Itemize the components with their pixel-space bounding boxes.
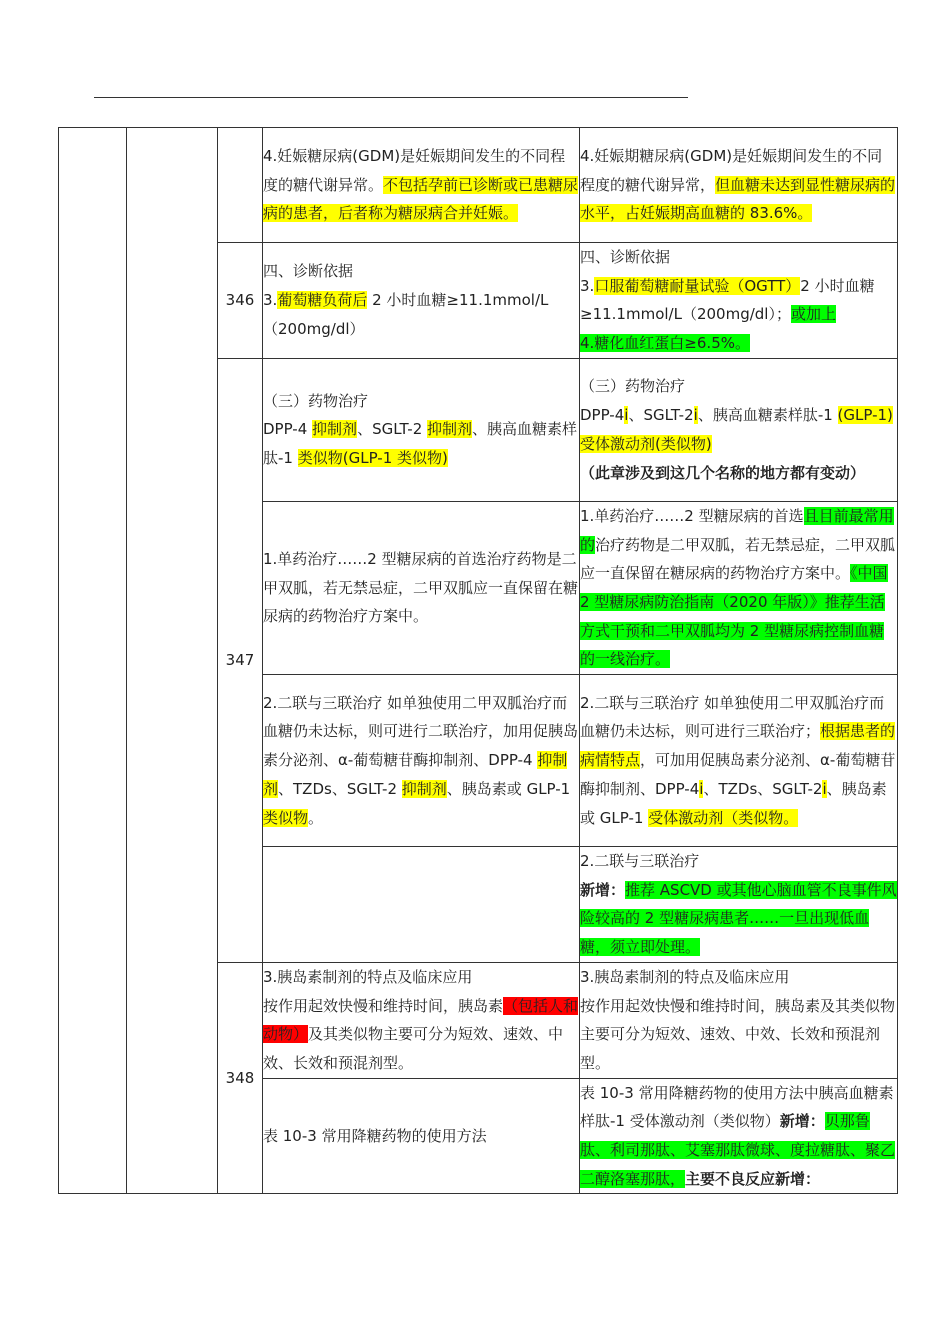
text-run: 、TZDs、SGLT-2 xyxy=(278,779,402,798)
highlighted-text: 抑制剂 xyxy=(312,420,358,439)
text-run: 4.妊娠糖尿病(GDM)是妊娠期间发生的不同程度的糖代谢异常。 xyxy=(263,146,566,194)
highlighted-text: 贝那鲁肽、利司那肽、艾塞那肽微球、度拉糖肽、聚乙二醇洛塞那肽， xyxy=(580,1112,896,1188)
table-row xyxy=(59,128,898,243)
text-run: 四、诊断依据 xyxy=(263,262,354,281)
text-run: DPP-4 xyxy=(580,406,625,425)
old-text-cell xyxy=(263,675,580,847)
page-number-cell xyxy=(218,358,263,962)
new-label: 主要不良反应新增： xyxy=(685,1169,821,1188)
text-run: 3. xyxy=(580,276,595,295)
text-run: ，可加用促胰岛素分泌剂、α-葡萄糖苷酶抑制剂、DPP-4 xyxy=(580,751,896,798)
blank-column-2 xyxy=(127,128,218,1194)
old-text-cell xyxy=(263,128,580,243)
new-text-cell xyxy=(580,128,898,243)
highlighted-text: 类似物 xyxy=(263,808,309,827)
highlighted-text: 口服葡萄糖耐量试验（OGTT） xyxy=(594,276,801,295)
text-line xyxy=(580,459,897,488)
text-run: 、胰高血糖素样肽-1 xyxy=(697,406,838,425)
text-run: 2.二联与三联治疗 xyxy=(580,852,700,871)
text-line xyxy=(580,876,897,962)
text-run: 。 xyxy=(308,808,324,827)
new-text-cell xyxy=(580,847,898,963)
text-run: 3.胰岛素制剂的特点及临床应用 xyxy=(263,967,473,986)
text-line xyxy=(263,286,579,343)
text-run: 表 10-3 常用降糖药物的使用方法中胰高血糖素样肽-1 受体激动剂（类似物） xyxy=(580,1083,894,1131)
text-line xyxy=(580,963,897,992)
text-run: 2 小时血糖≥11.1mmol/L（200mg/dl）； xyxy=(580,276,875,324)
highlighted-text: 《中国 2 型糖尿病防治指南（2020 年版）》推荐生活方式干预和二甲双胍均为 2 型糖尿病控制血糖的一线治疗。 xyxy=(580,564,888,669)
text-run: 3.胰岛素制剂的特点及临床应用 xyxy=(580,967,790,986)
highlighted-text: i xyxy=(822,779,827,798)
page-number: 348 xyxy=(225,1068,255,1087)
highlighted-text: 推荐 ASCVD 或其他心脑血管不良事件风险较高的 2 型糖尿病患者……一旦出现低血糖，须立即处理。 xyxy=(580,880,897,957)
page-number-cell xyxy=(218,243,263,359)
old-text-cell xyxy=(263,358,580,501)
text-line xyxy=(580,992,897,1078)
new-text-cell xyxy=(580,962,898,1078)
text-run: 四、诊断依据 xyxy=(580,248,671,266)
highlighted-text: i xyxy=(693,406,698,425)
text-run: 3. xyxy=(263,291,278,310)
new-text-cell xyxy=(580,501,898,674)
highlighted-text: 抑制剂 xyxy=(427,420,473,439)
new-text-cell xyxy=(580,675,898,847)
text-run: 表 10-3 常用降糖药物的使用方法 xyxy=(263,1126,487,1145)
old-text-cell-empty xyxy=(263,847,580,963)
header-rule xyxy=(94,97,688,98)
text-line xyxy=(580,401,897,458)
text-line xyxy=(263,387,579,416)
text-run: DPP-4 xyxy=(263,420,313,439)
text-line xyxy=(580,372,897,401)
blank-column-1 xyxy=(59,128,127,1194)
new-label: 新增： xyxy=(580,880,626,899)
text-run: 、胰岛素或 GLP-1 xyxy=(446,779,571,798)
page-number-cell xyxy=(218,962,263,1194)
old-text-cell xyxy=(263,501,580,674)
text-line xyxy=(580,329,897,358)
page-number: 346 xyxy=(225,291,255,310)
text-run: （三）药物治疗 xyxy=(263,391,369,410)
text-line xyxy=(263,992,579,1078)
page-number: 347 xyxy=(225,650,255,669)
new-label: 新增： xyxy=(779,1112,825,1131)
highlighted-text-red: （包括人和动物） xyxy=(263,996,579,1044)
text-run: 4.妊娠期糖尿病(GDM)是妊娠期间发生的不同程度的糖代谢异常， xyxy=(580,146,883,194)
text-run: 按作用起效快慢和维持时间，胰岛素 xyxy=(263,996,504,1015)
highlighted-text: 不包括孕前已诊断或已患糖尿病的患者，后者称为糖尿病合并妊娠。 xyxy=(263,175,579,223)
highlighted-text: 受体激动剂（类似物。 xyxy=(648,808,799,827)
text-run: 1.单药治疗……2 型糖尿病的首选 xyxy=(580,506,804,525)
text-run: 、胰高血糖素样肽-1 xyxy=(263,420,578,468)
text-run: 、SGLT-2 xyxy=(357,420,428,439)
text-run: 及其类似物主要可分为短效、速效、中效、长效和预混剂型。 xyxy=(263,1025,564,1072)
text-run: 2.二联与三联治疗 如单独使用二甲双胍治疗而血糖仍未达标，则可进行二联治疗，加用促胰岛素分泌剂、α-葡萄糖苷酶抑制剂、DPP-4 xyxy=(263,693,579,770)
highlighted-text: 4.糖化血红蛋白≥6.5%。 xyxy=(580,334,750,353)
text-run: 按作用起效快慢和维持时间，胰岛素及其类似物主要可分为短效、速效、中效、长效和预混剂型。 xyxy=(580,996,896,1072)
highlighted-text: 抑制剂 xyxy=(401,779,447,798)
highlighted-text: 根据患者的病情特点 xyxy=(580,722,896,770)
new-text-cell xyxy=(580,243,898,359)
text-run: （三）药物治疗 xyxy=(580,377,686,396)
text-line xyxy=(580,243,897,272)
text-line xyxy=(580,847,897,876)
highlighted-text: i xyxy=(699,779,704,798)
text-run: 、SGLT-2 xyxy=(628,406,694,425)
text-run: 1.单药治疗……2 型糖尿病的首选治疗药物是二甲双胍，若无禁忌症，二甲双胍应一直保留在糖尿病的药物治疗方案中。 xyxy=(263,549,579,626)
text-line xyxy=(263,415,579,472)
bold-note: （此章涉及到这几个名称的地方都有变动） xyxy=(580,463,866,482)
old-text-cell xyxy=(263,1078,580,1194)
highlighted-text: 或加上 xyxy=(790,305,836,324)
old-text-cell xyxy=(263,962,580,1078)
highlighted-text: 且目前最常用的 xyxy=(580,506,894,554)
highlighted-text: 葡萄糖负荷后 xyxy=(277,291,368,310)
highlighted-text: i xyxy=(624,406,629,425)
text-run: 2.二联与三联治疗 如单独使用二甲双胍治疗而血糖仍未达标，则可进行三联治疗； xyxy=(580,693,885,741)
page-number-cell xyxy=(218,128,263,243)
highlighted-text: 抑制剂 xyxy=(263,751,568,798)
text-run: 治疗药物是二甲双胍，若无禁忌症，二甲双胍应一直保留在糖尿病的药物治疗方案中。 xyxy=(580,535,896,583)
revision-comparison-table xyxy=(58,127,898,1194)
text-run: 、TZDs、SGLT-2 xyxy=(703,779,823,798)
old-text-cell xyxy=(263,243,580,359)
text-line xyxy=(263,963,579,992)
new-text-cell xyxy=(580,358,898,501)
text-run: 、胰岛素或 GLP-1 xyxy=(580,779,887,827)
highlighted-text: 类似物(GLP-1 类似物) xyxy=(297,449,448,468)
new-text-cell xyxy=(580,1078,898,1194)
text-line xyxy=(263,257,579,286)
highlighted-text: (GLP-1) 受体激动剂(类似物) xyxy=(580,406,893,453)
text-line xyxy=(580,272,897,329)
text-run: 2 小时血糖≥11.1mmol/L（200mg/dl） xyxy=(263,291,549,338)
highlighted-text: 但血糖未达到显性糖尿病的水平，占妊娠期高血糖的 83.6%。 xyxy=(580,175,896,223)
